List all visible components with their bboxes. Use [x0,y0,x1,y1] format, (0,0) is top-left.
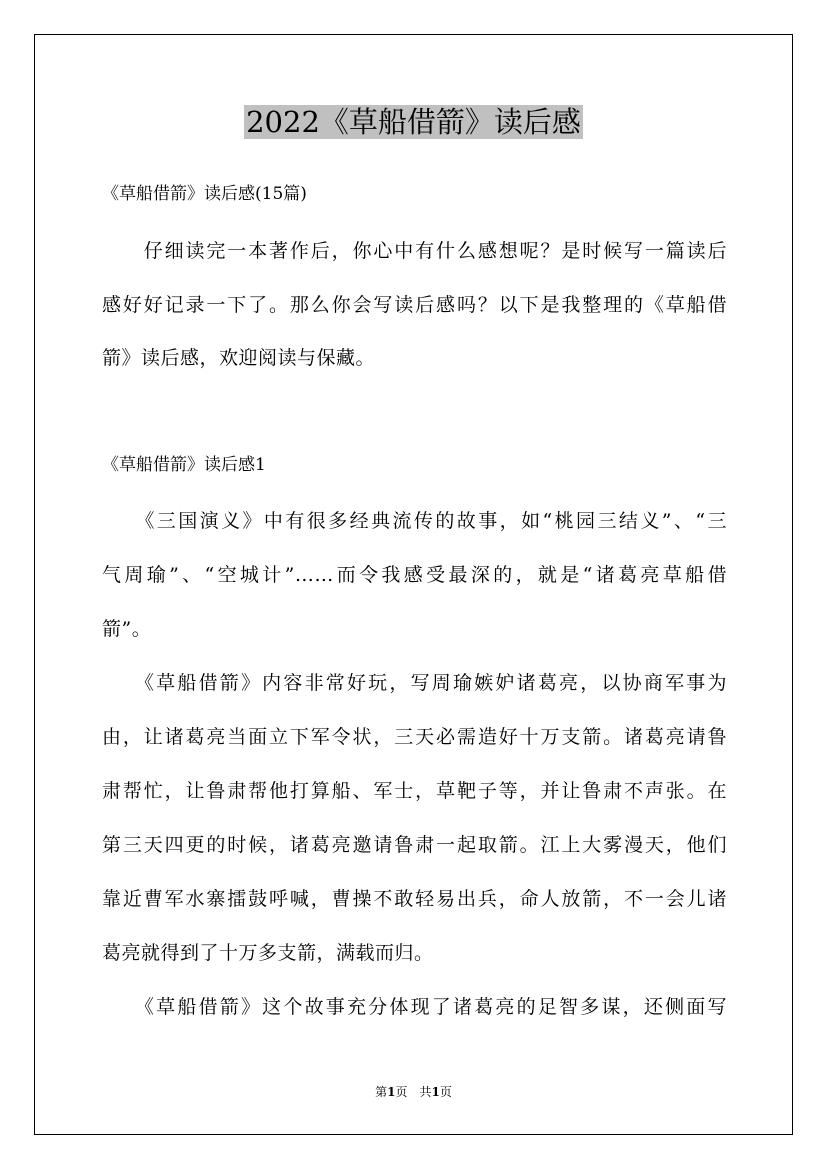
paragraph-line: 气周瑜”、“空城计”……而令我感受最深的，就是“诸葛亮草船借 [102,564,727,586]
paragraph-line: 肃帮忙，让鲁肃帮他打算船、军士，草靶子等，并让鲁肃不声张。在 [102,780,727,802]
paragraph-line: 第三天四更的时候，诸葛亮邀请鲁肃一起取箭。江上大雾漫天，他们 [102,834,727,856]
paragraph-line: 葛亮就得到了十万多支箭，满载而归。 [102,942,434,964]
paragraph-line: 《三国演义》中有很多经典流传的故事，如“桃园三结义”、“三 [102,510,727,532]
document-title [0,102,827,142]
footer-prefix: 第 [375,1085,388,1099]
footer-mid: 页 共 [395,1085,432,1099]
paragraph-line: 靠近曹军水寨擂鼓呼喊，曹操不敢轻易出兵，命人放箭，不一会儿诸 [102,888,727,910]
paragraph-line: 《草船借箭》这个故事充分体现了诸葛亮的足智多谋，还侧面写 [102,996,727,1018]
footer-total-pages: 1 [431,1085,440,1099]
document-title-text: 2022《草船借箭》读后感 [246,105,581,139]
document-subtitle: 《草船借箭》读后感(15篇) [102,184,307,204]
intro-line: 感好好记录一下了。那么你会写读后感吗？以下是我整理的《草船借 [102,294,727,316]
intro-line: 仔细读完一本著作后，你心中有什么感想呢？是时候写一篇读后 [102,240,727,262]
footer-suffix: 页 [439,1085,452,1099]
paragraph-line: 《草船借箭》内容非常好玩，写周瑜嫉妒诸葛亮，以协商军事为 [102,672,727,694]
intro-line: 箭》读后感，欢迎阅读与保藏。 [102,347,376,369]
paragraph-line: 箭”。 [102,618,152,640]
footer-current-page: 1 [387,1085,396,1099]
section-heading: 《草船借箭》读后感1 [102,455,266,475]
paragraph-line: 由，让诸葛亮当面立下军令状，三天必需造好十万支箭。诸葛亮请鲁 [102,726,727,748]
page-footer [0,1084,827,1100]
